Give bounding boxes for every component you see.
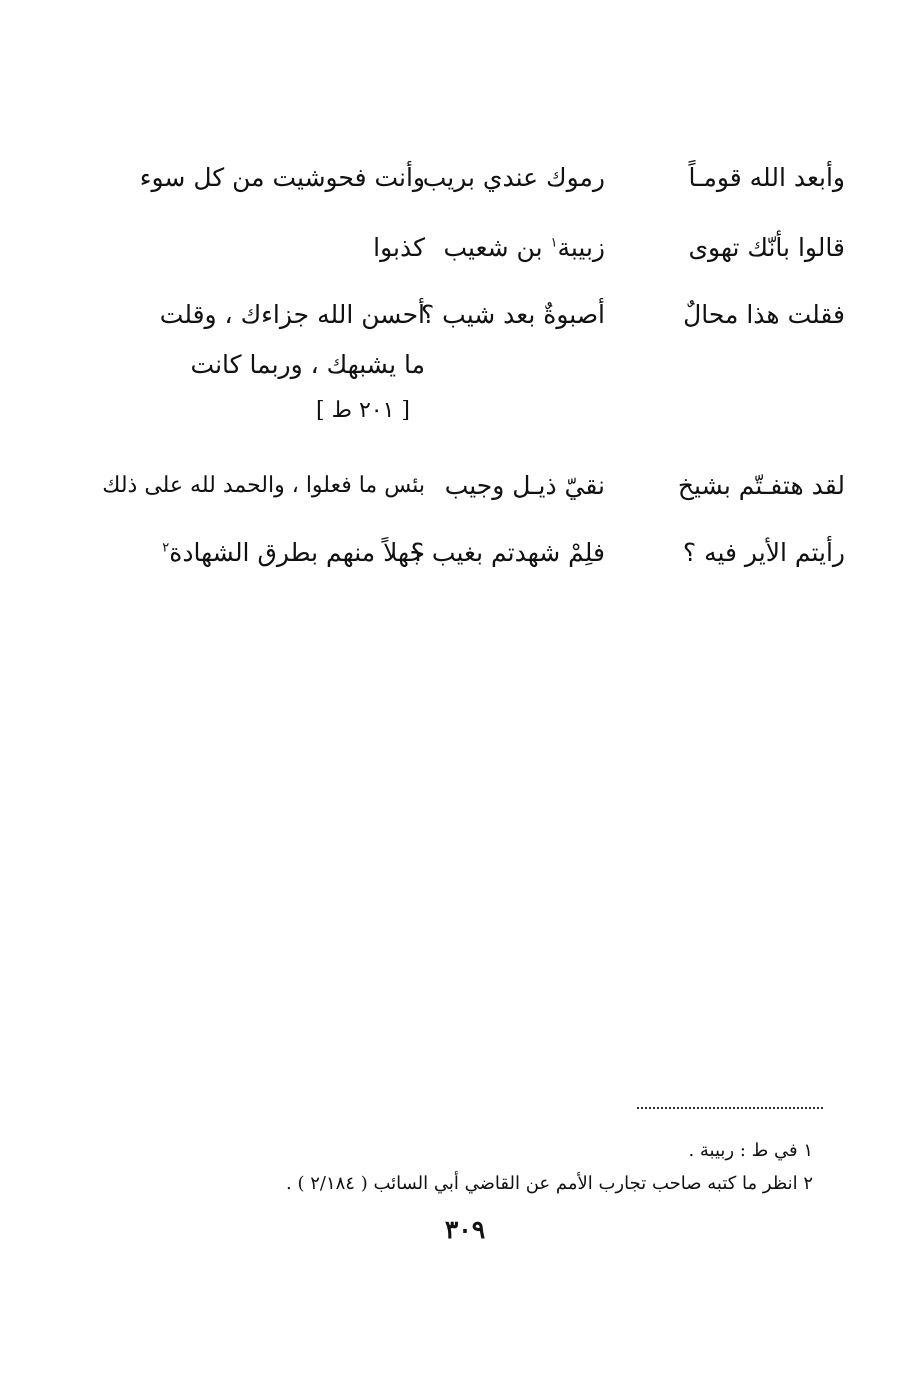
verse-5-first-hemistich: رأيتم الأير فيه ؟ xyxy=(682,538,845,567)
verse-3-second-hemistich: أصبوةٌ بعد شيب ؟ xyxy=(420,300,605,329)
page-number: ٣٠٩ xyxy=(444,1215,486,1244)
footnote-marker-1: ١ xyxy=(550,235,558,251)
page-reference: [ ٢٠١ ط ] xyxy=(316,398,410,423)
verse-2-first-hemistich: قالوا بأنّك تهوى xyxy=(688,233,845,262)
footnote-2: ٢ انظر ما كتبه صاحب تجارب الأمم عن القاضي أبي السائب ( ٢/١٨٤ ) . xyxy=(286,1173,813,1194)
verse-1-second-hemistich: رموك عندي بريب xyxy=(422,163,605,192)
footnote-marker-2: ٢ xyxy=(162,540,170,556)
verse-4 xyxy=(102,466,845,514)
verse-2-commentary: كذبوا xyxy=(373,233,425,262)
verse-5-second-hemistich: فلِمْ شهدتم بغيب ؟ xyxy=(410,538,605,567)
verse-3 xyxy=(160,295,845,343)
verse-3-first-hemistich: فقلت هذا محالٌ xyxy=(683,300,845,329)
verse-4-second-hemistich: نقيّ ذيـل وجيب xyxy=(444,471,605,500)
footnote-1: ١ في ط : ربيبة . xyxy=(688,1140,813,1161)
verse-4-first-hemistich: لقد هتفـتّم بشيخ xyxy=(677,471,845,500)
verse-2-second-hemistich-rest: بن شعيب xyxy=(443,233,551,262)
verse-4-commentary: بئس ما فعلوا ، والحمد لله على ذلك xyxy=(102,473,425,498)
verse-2-second-hemistich-word: زبيبة xyxy=(557,233,605,262)
verse-1-first-hemistich: وأبعد الله قومـاً xyxy=(688,163,845,192)
verse-1-commentary: وأنت فحوشيت من كل سوء xyxy=(139,163,425,192)
verse-5-commentary-text: جهلاً منهم بطرق الشهادة xyxy=(169,538,425,567)
verse-3-commentary: أحسن الله جزاءك ، وقلت xyxy=(159,300,425,329)
commentary-continuation: ما يشبهك ، وربما كانت xyxy=(190,350,425,379)
verse-5-commentary xyxy=(160,533,425,573)
verse-2-second-hemistich xyxy=(420,228,605,268)
verse-1 xyxy=(139,158,845,206)
verse-2 xyxy=(160,228,845,276)
footnote-separator xyxy=(637,1107,823,1109)
verse-5 xyxy=(160,533,845,581)
